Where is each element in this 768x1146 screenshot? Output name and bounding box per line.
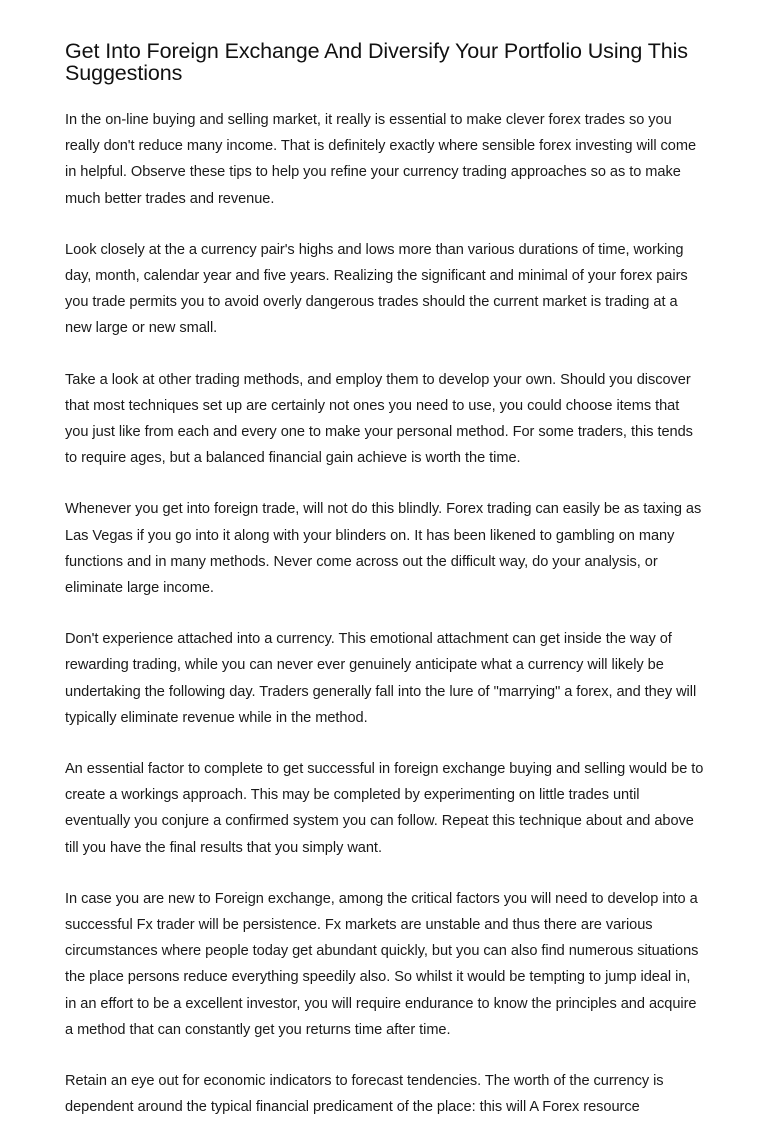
document-title: Get Into Foreign Exchange And Diversify Your Portfolio Using This Suggestions (65, 39, 688, 85)
document-page (65, 40, 705, 1146)
paragraph-4: Whenever you get into foreign trade, will not do this blindly. Forex trading can easily be as taxing as Las Vegas if you go into it along with your blinders on. It has been likened to gambling on many functions and in many methods. Never come across out the difficult way, do your analysis, or eliminate large income. (65, 501, 702, 597)
paragraph-1: In the on-line buying and selling market, it really is essential to make clever forex trades so you really don't reduce many income. That is definitely exactly where sensible forex investing will come in helpful. Observe these tips to help you refine your currency trading approaches so as to make much better trades and revenue. (65, 112, 697, 207)
paragraph-6: An essential factor to complete to get successful in foreign exchange buying and selling would be to create a workings approach. This may be completed by experimenting on little trades until eventually you conjure a confirmed system you can follow. Repeat this technique about and above till you have the final results that you simply want. (65, 761, 704, 856)
paragraph-7: In case you are new to Foreign exchange, among the critical factors you will need to develop into a successful Fx trader will be persistence. Fx markets are unstable and thus there are various circumstances where people today get abundant quickly, but you can also find numerous situations the place persons reduce everything speedily also. So whilst it would be tempting to jump ideal in, in an effort to be a excellent investor, you will require endurance to know the principles and acquire a method that can constantly get you returns time after time. (65, 890, 699, 1038)
paragraph-3: Take a look at other trading methods, and employ them to develop your own. Should you discover that most techniques set up are certainly not ones you need to use, you could choose items that you just like from each and every one to make your personal method. For some traders, this tends to require ages, but a balanced financial gain achieve is worth the time. (65, 371, 693, 467)
paragraph-5: Don't experience attached into a currency. This emotional attachment can get inside the way of rewarding trading, while you can never ever genuinely anticipate what a currency will likely be undertaking the following day. Traders generally fall into the lure of "marrying" a forex, and they will typically eliminate revenue while in the method. (65, 631, 697, 726)
paragraph-8: Retain an eye out for economic indicators to forecast tendencies. The worth of the currency is dependent around the typical financial predicament of the place: this will A Forex resource (65, 1073, 664, 1116)
paragraph-2: Look closely at the a currency pair's highs and lows more than various durations of time, working day, month, calendar year and five years. Realizing the significant and minimal of your forex pairs you trade permits you to avoid overly dangerous trades should the current market is trading at a new large or new small. (65, 241, 688, 337)
